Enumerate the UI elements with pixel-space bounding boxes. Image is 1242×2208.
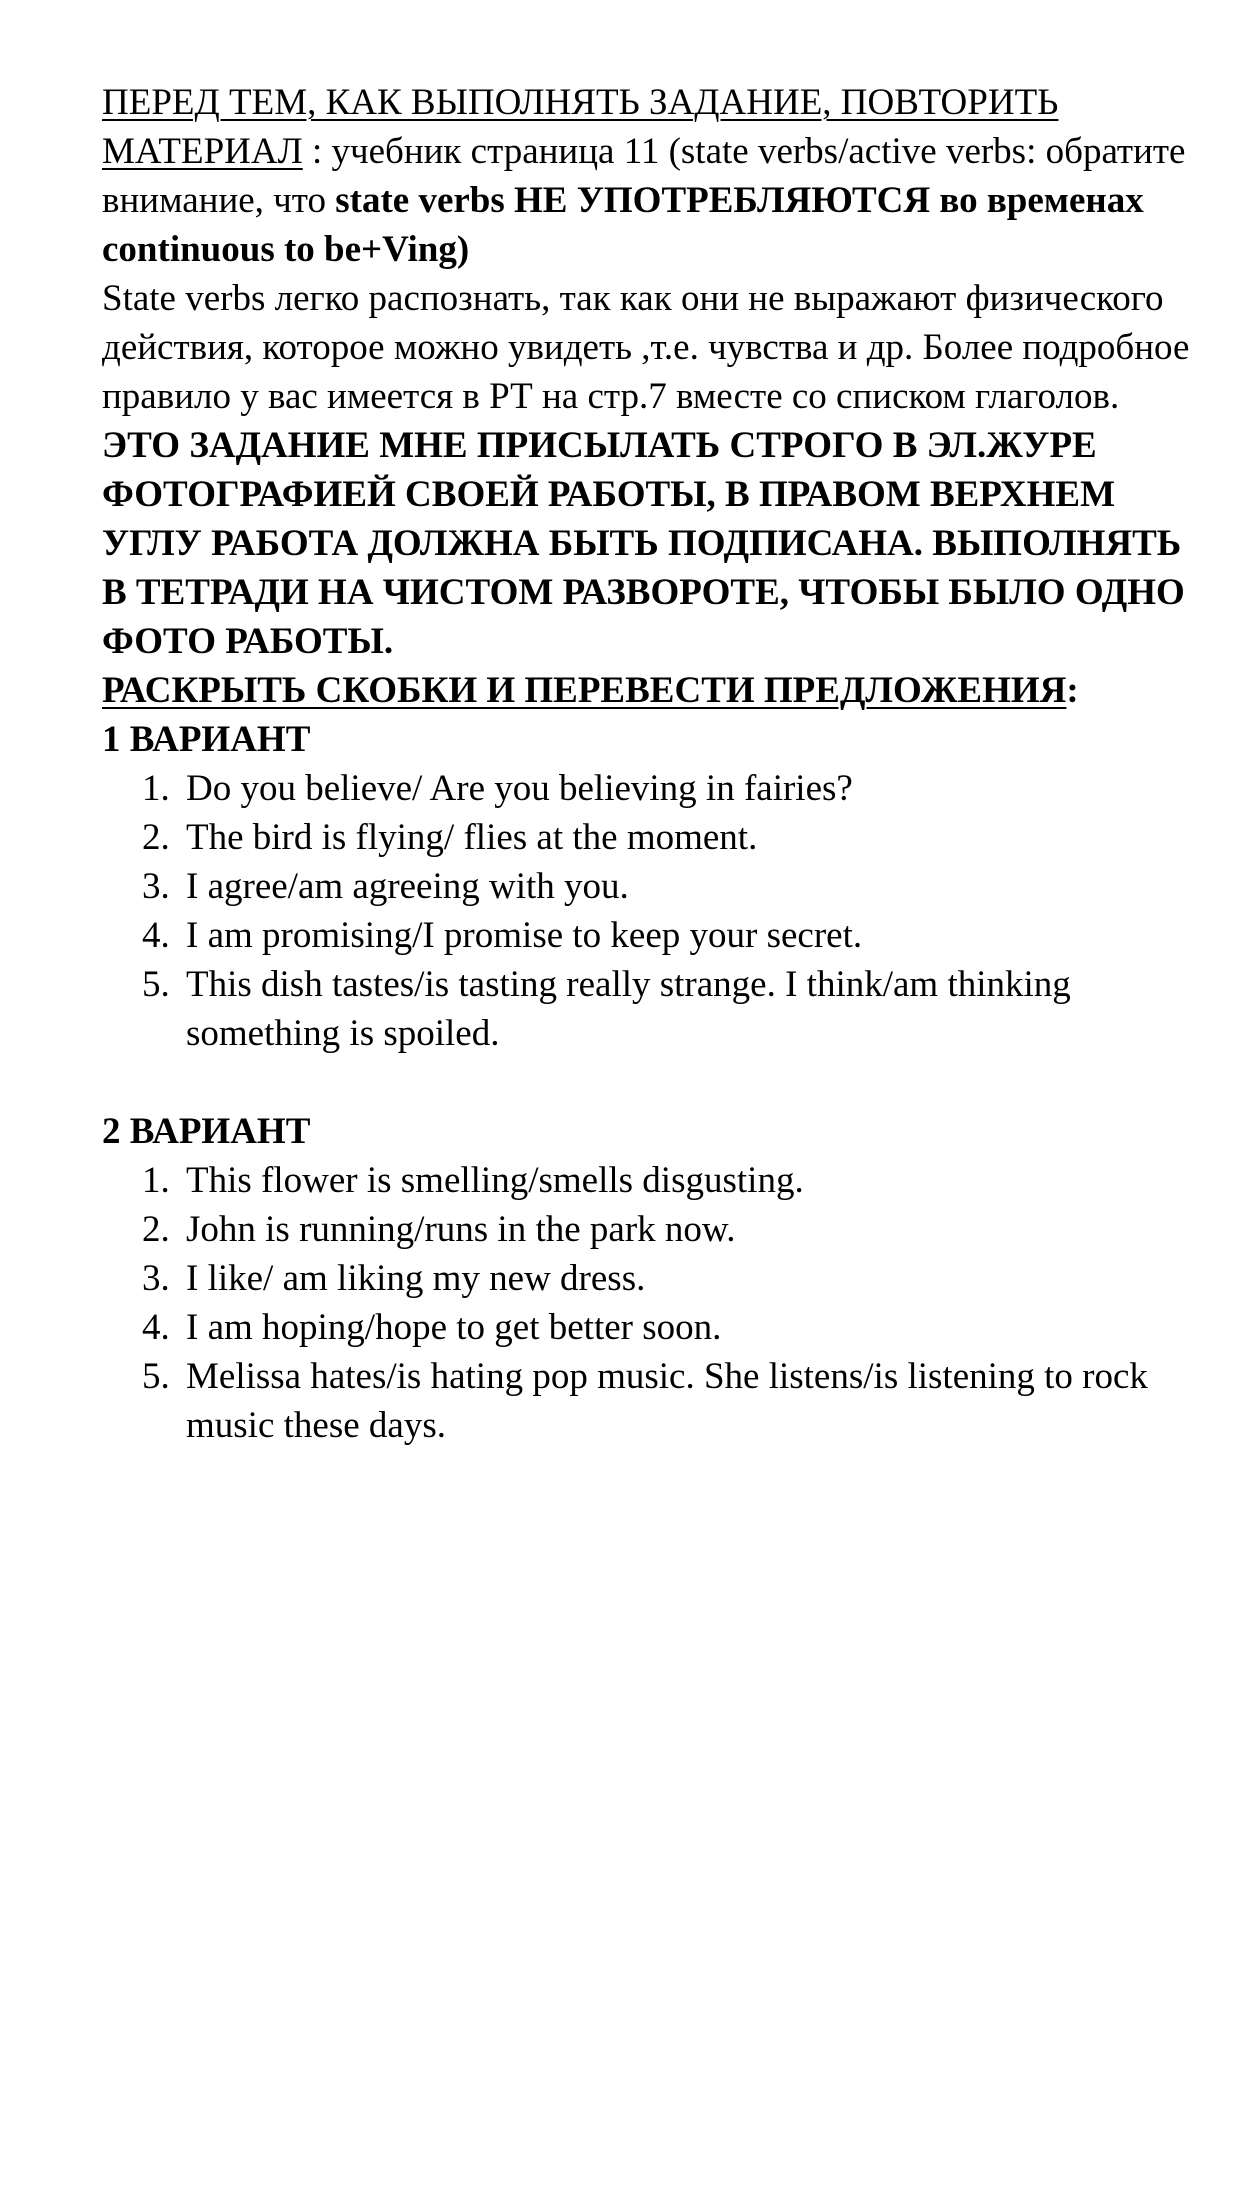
variant-2-title: 2 ВАРИАНТ xyxy=(102,1111,311,1152)
intro-bold-rule: state verbs НЕ УПОТРЕБЛЯЮТСЯ во временах continuous to be+Ving) xyxy=(102,180,1144,270)
item-text: I am hoping/hope to get better soon. xyxy=(186,1307,722,1348)
item-text: Melissa hates/is hating pop music. She listens/is listening to rock music these days. xyxy=(186,1356,1148,1446)
item-text: I like/ am liking my new dress. xyxy=(186,1258,646,1299)
variant-1-title: 1 ВАРИАНТ xyxy=(102,719,311,760)
list-item xyxy=(102,1303,1202,1352)
item-number: 5. xyxy=(142,1356,170,1397)
variant-1-list xyxy=(102,764,1202,1058)
list-item xyxy=(102,1156,1202,1205)
item-number: 1. xyxy=(142,768,170,809)
task-title-underlined: РАСКРЫТЬ СКОБКИ И ПЕРЕВЕСТИ ПРЕДЛОЖЕНИЯ xyxy=(102,670,1067,711)
list-item xyxy=(102,813,1202,862)
item-text: Do you believe/ Are you believing in fairies? xyxy=(186,768,853,809)
task-title-colon: : xyxy=(1066,670,1079,711)
item-text: I am promising/I promise to keep your secret. xyxy=(186,915,863,956)
item-number: 5. xyxy=(142,964,170,1005)
intro-paragraph xyxy=(102,78,1202,274)
document-page xyxy=(102,78,1202,1450)
item-number: 3. xyxy=(142,866,170,907)
intro-explanation: State verbs легко распознать, так как они не выражают физического действия, которое можно увидеть ,т.е. чувства и др. Более подробное правило у вас имеется в РТ на стр.7 вместе со списком глаголов. xyxy=(102,278,1190,417)
section-spacer xyxy=(102,1058,1202,1107)
list-item xyxy=(102,960,1202,1058)
intro-underlined-instruction: ПЕРЕД ТЕМ, КАК ВЫПОЛНЯТЬ ЗАДАНИЕ, ПОВТОРИТЬ МАТЕРИАЛ xyxy=(102,82,1059,172)
list-item xyxy=(102,1254,1202,1303)
item-text: John is running/runs in the park now. xyxy=(186,1209,736,1250)
item-number: 2. xyxy=(142,1209,170,1250)
intro-textbook-reference: : учебник страница 11 (state verbs/active verbs: обратите внимание, что xyxy=(102,131,1186,221)
item-number: 1. xyxy=(142,1160,170,1201)
item-number: 4. xyxy=(142,915,170,956)
item-number: 3. xyxy=(142,1258,170,1299)
item-text: The bird is flying/ flies at the moment. xyxy=(186,817,758,858)
item-text: This flower is smelling/smells disgusting. xyxy=(186,1160,804,1201)
list-item xyxy=(102,1352,1202,1450)
list-item xyxy=(102,911,1202,960)
task-title xyxy=(102,666,1202,715)
item-number: 4. xyxy=(142,1307,170,1348)
list-item xyxy=(102,764,1202,813)
submission-warning: ЭТО ЗАДАНИЕ МНЕ ПРИСЫЛАТЬ СТРОГО В ЭЛ.ЖУРЕ ФОТОГРАФИЕЙ СВОЕЙ РАБОТЫ, В ПРАВОМ ВЕРХНЕМ УГЛУ РАБОТА ДОЛЖНА БЫТЬ ПОДПИСАНА. ВЫПОЛНЯТЬ В ТЕТРАДИ НА ЧИСТОМ РАЗВОРОТЕ, ЧТОБЫ БЫЛО ОДНО ФОТО РАБОТЫ. xyxy=(102,425,1185,662)
list-item xyxy=(102,862,1202,911)
item-number: 2. xyxy=(142,817,170,858)
item-text: I agree/am agreeing with you. xyxy=(186,866,629,907)
item-text: This dish tastes/is tasting really strange. I think/am thinking something is spoiled. xyxy=(186,964,1071,1054)
list-item xyxy=(102,1205,1202,1254)
variant-2-list xyxy=(102,1156,1202,1450)
